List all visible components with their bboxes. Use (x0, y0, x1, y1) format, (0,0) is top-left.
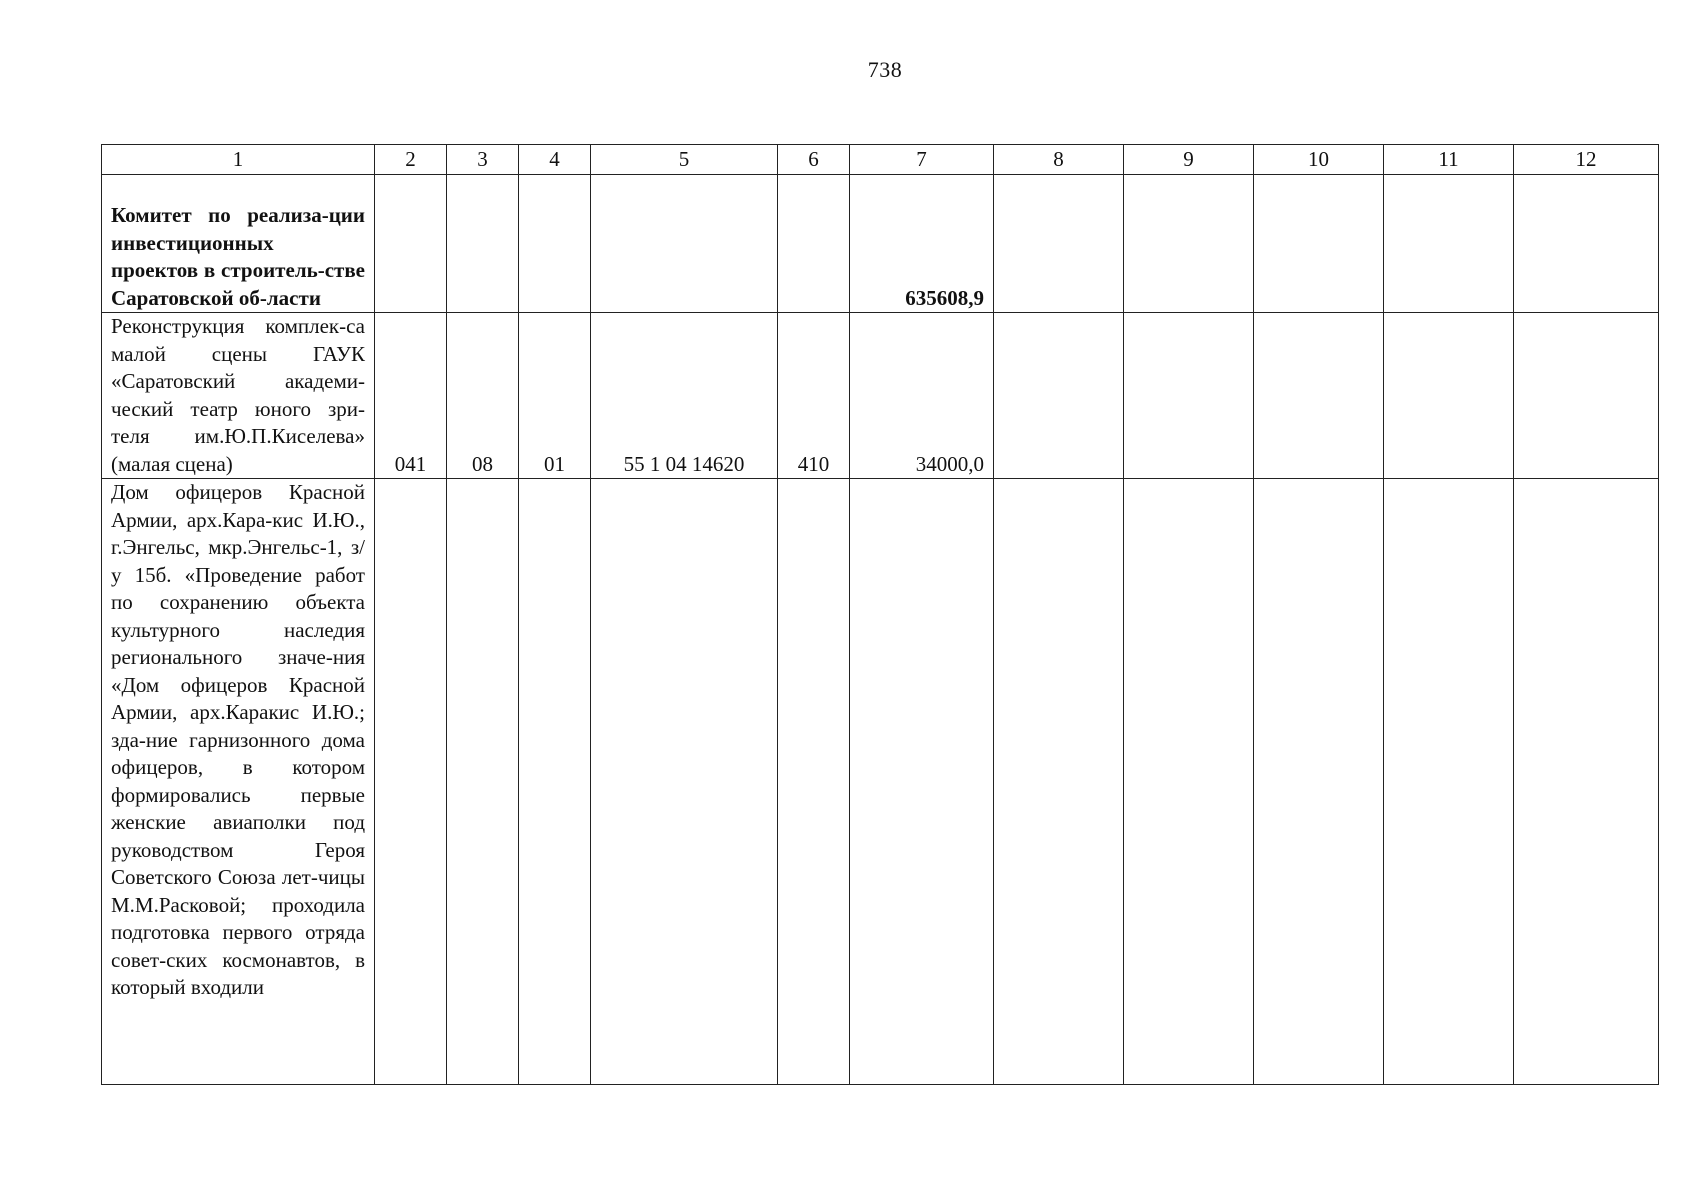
column-header-11: 11 (1384, 145, 1514, 175)
row-cell-11 (1384, 313, 1514, 479)
column-header-12: 12 (1514, 145, 1659, 175)
row-cell-2 (375, 175, 447, 313)
column-header-4: 4 (519, 145, 591, 175)
table-row (102, 175, 1659, 313)
row-cell-9 (1124, 479, 1254, 1085)
row-cell-2 (375, 479, 447, 1085)
column-header-9: 9 (1124, 145, 1254, 175)
column-header-3: 3 (447, 145, 519, 175)
row-cell-9 (1124, 175, 1254, 313)
row-cell-8 (994, 175, 1124, 313)
row-cell-5 (591, 175, 778, 313)
row-cell-3 (447, 175, 519, 313)
column-header-6: 6 (778, 145, 850, 175)
row-cell-11 (1384, 479, 1514, 1085)
row-cell-11 (1384, 175, 1514, 313)
row-cell-4: 01 (519, 313, 591, 479)
row-cell-12 (1514, 175, 1659, 313)
row-description: Дом офицеров Красной Армии, арх.Кара-кис И.Ю., г.Энгельс, мкр.Энгельс-1, з/у 15б. «Проведение работ по сохранению объекта культурного наследия регионального значе-ния «Дом офицеров Красной Армии, арх.Каракис И.Ю.; зда-ние гарнизонного дома офицеров, в котором формировались первые женские авиаполки под руководством Героя Советского Союза лет-чицы М.М.Расковой; проходила подготовка первого отряда совет-ских космонавтов, в который входили (102, 479, 375, 1085)
row-cell-9 (1124, 313, 1254, 479)
row-cell-8 (994, 313, 1124, 479)
row-cell-3: 08 (447, 313, 519, 479)
row-amount (850, 479, 994, 1085)
column-header-2: 2 (375, 145, 447, 175)
row-description: Реконструкция комплек-са малой сцены ГАУК «Саратовский академи-ческий театр юного зри-теля им.Ю.П.Киселева» (малая сцена) (102, 313, 375, 479)
row-cell-4 (519, 175, 591, 313)
column-header-5: 5 (591, 145, 778, 175)
column-header-10: 10 (1254, 145, 1384, 175)
row-cell-3 (447, 479, 519, 1085)
row-amount: 635608,9 (850, 175, 994, 313)
budget-table (101, 144, 1659, 1085)
page-number: 738 (867, 57, 903, 82)
row-cell-5: 55 1 04 14620 (591, 313, 778, 479)
table-row (102, 479, 1659, 1085)
row-cell-4 (519, 479, 591, 1085)
row-cell-12 (1514, 479, 1659, 1085)
row-cell-10 (1254, 313, 1384, 479)
column-header-8: 8 (994, 145, 1124, 175)
row-cell-8 (994, 479, 1124, 1085)
row-cell-10 (1254, 175, 1384, 313)
header-row (102, 145, 1659, 175)
row-cell-6 (778, 175, 850, 313)
column-header-1: 1 (102, 145, 375, 175)
row-cell-5 (591, 479, 778, 1085)
row-cell-2: 041 (375, 313, 447, 479)
row-amount: 34000,0 (850, 313, 994, 479)
table-row (102, 313, 1659, 479)
row-cell-12 (1514, 313, 1659, 479)
row-description: Комитет по реализа-ции инвестиционных проектов в строитель-стве Саратовской об-ласти (102, 175, 375, 313)
row-cell-6 (778, 479, 850, 1085)
row-cell-6: 410 (778, 313, 850, 479)
row-cell-10 (1254, 479, 1384, 1085)
column-header-7: 7 (850, 145, 994, 175)
